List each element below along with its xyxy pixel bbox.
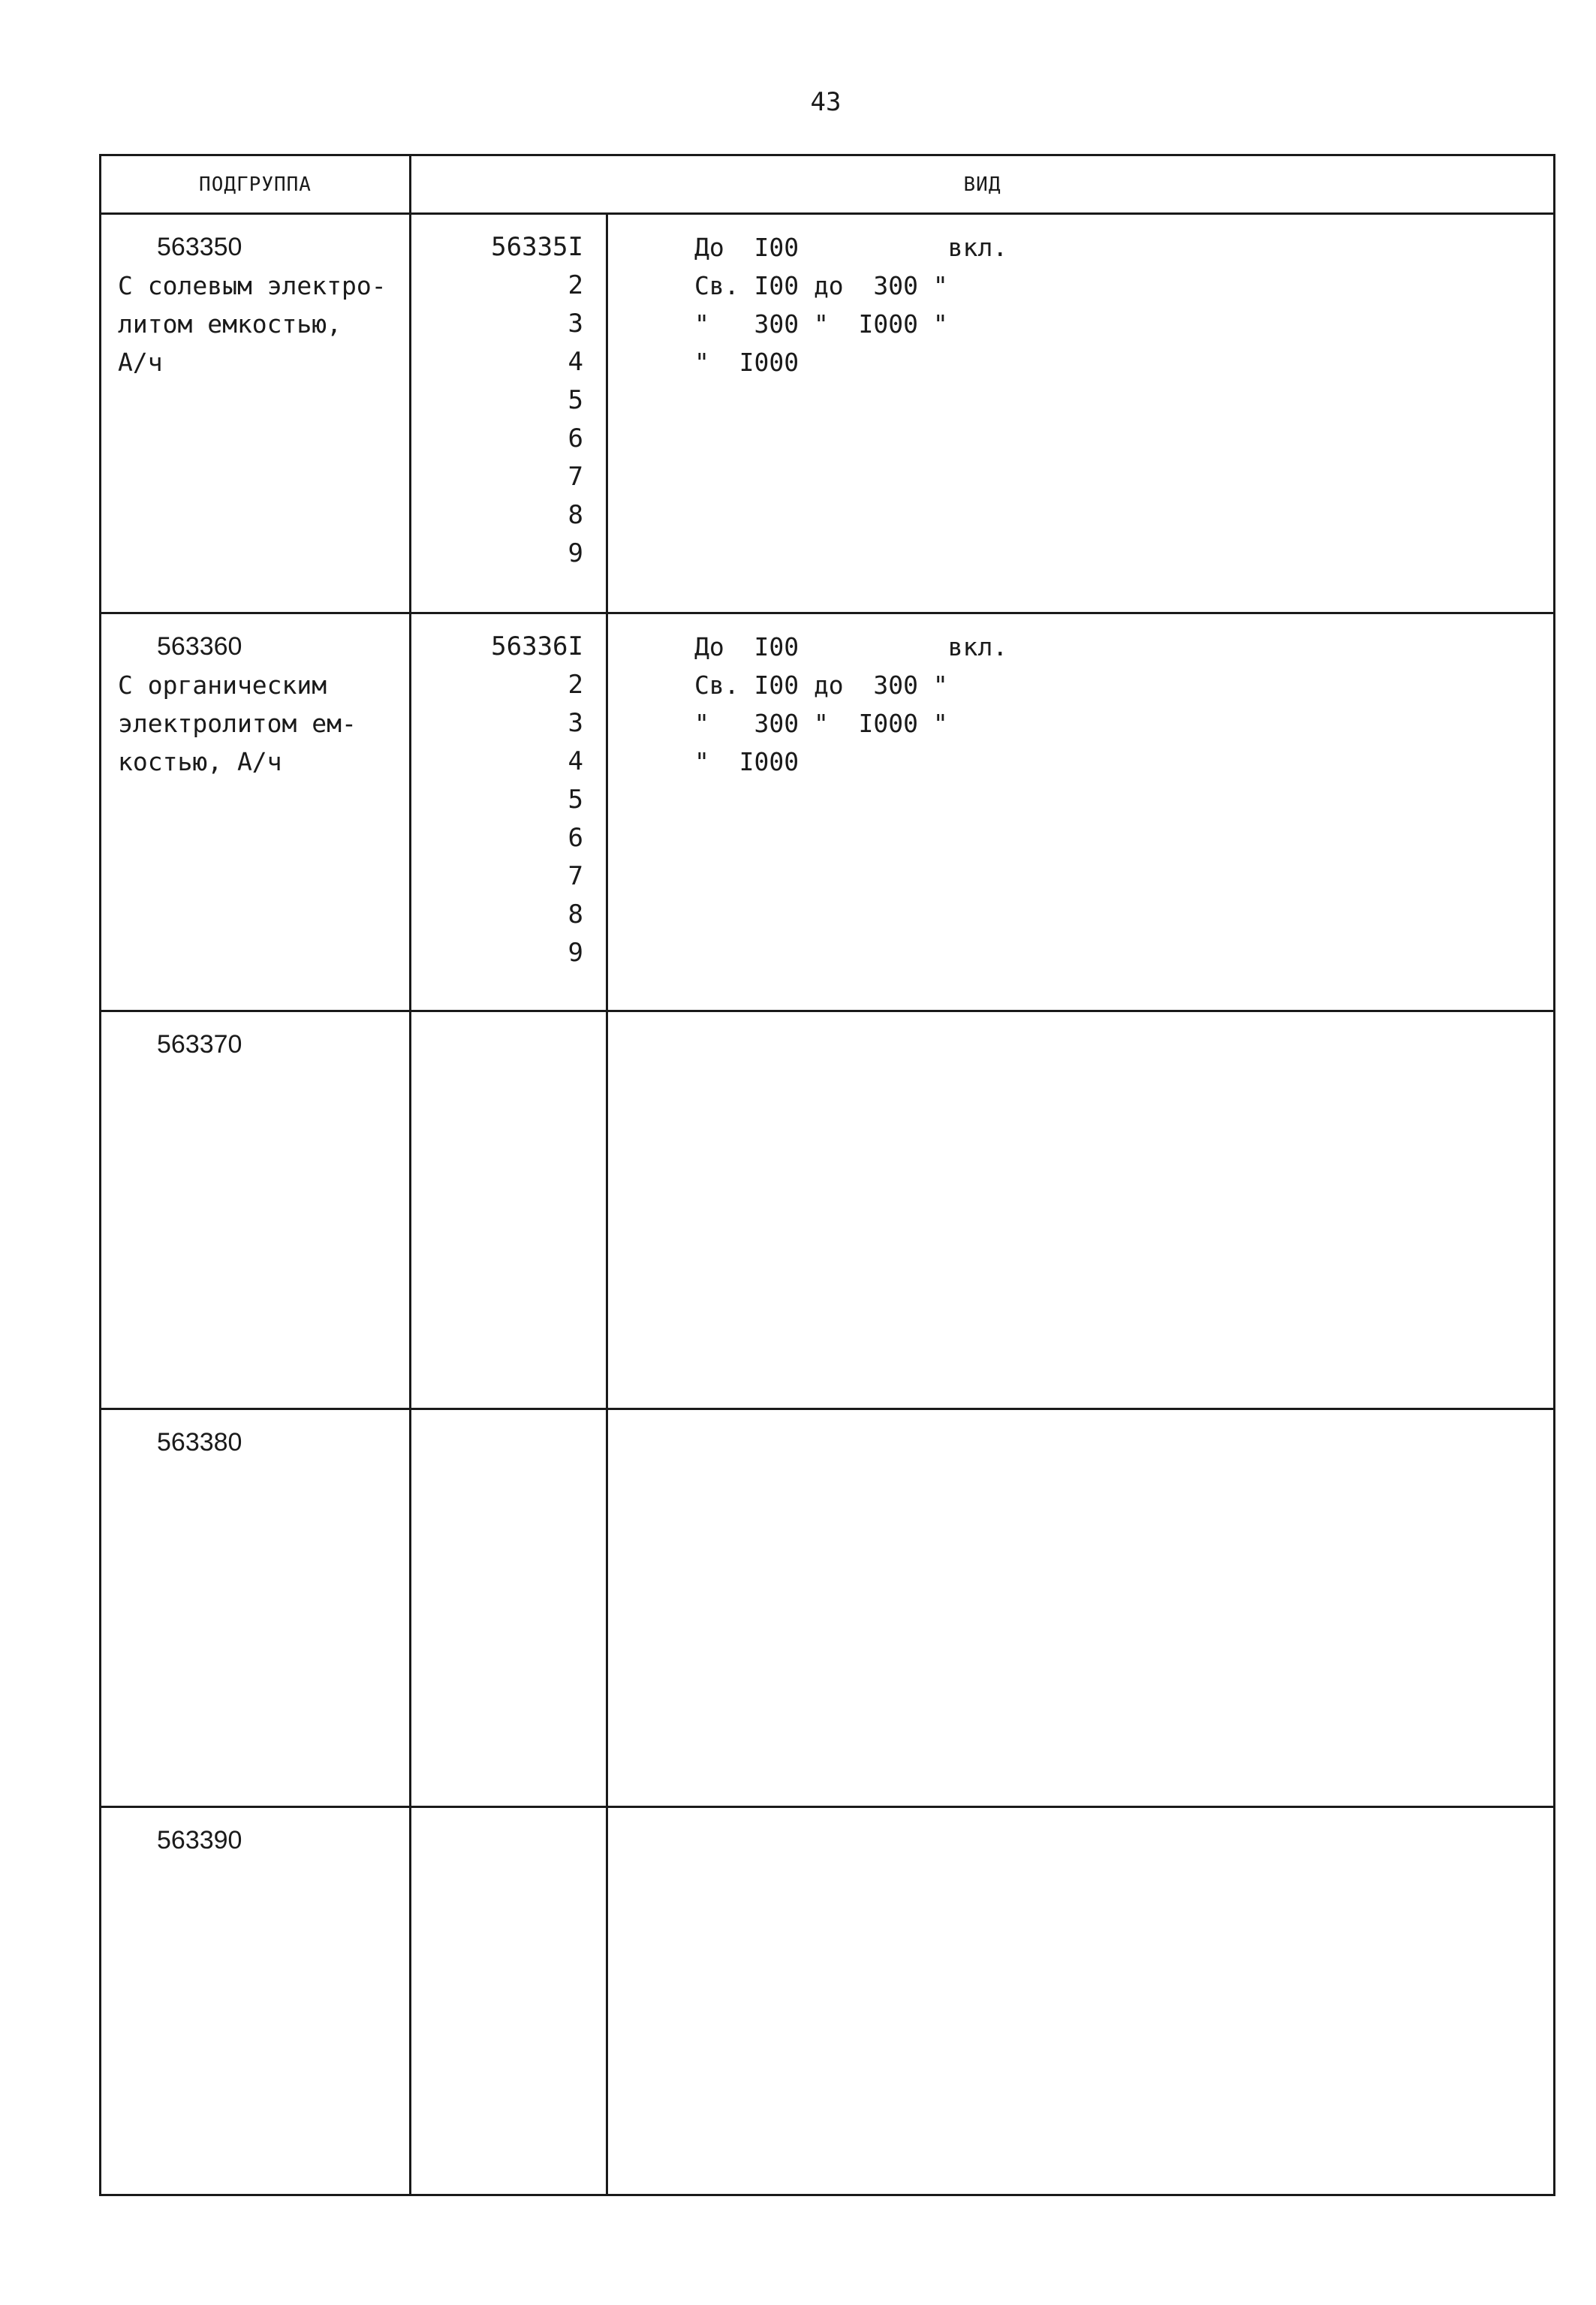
kind-range: " I000 <box>694 348 800 377</box>
kind-code: 4 <box>568 746 583 776</box>
subgroup-description: С органическим электролитом ем- костью, А/ч <box>118 670 357 776</box>
kind-code-cell <box>409 628 607 972</box>
kind-code: 9 <box>568 938 583 968</box>
table-row <box>101 1012 1553 1410</box>
subgroup-cell <box>118 1821 403 1860</box>
kind-range: " 300 " I000 " <box>694 709 948 738</box>
subgroup-cell <box>118 228 403 381</box>
subgroup-cell <box>118 628 403 781</box>
kind-code: 3 <box>568 708 583 738</box>
kind-description-cell <box>694 228 1007 381</box>
kind-code: 6 <box>568 823 583 853</box>
kind-code: 3 <box>568 309 583 339</box>
kind-code: 6 <box>568 423 583 453</box>
subgroup-cell <box>118 1424 403 1462</box>
kind-range: До I00 вкл. <box>694 233 1008 262</box>
subgroup-cell <box>118 1026 403 1064</box>
kind-code: 7 <box>568 861 583 891</box>
kind-code: 8 <box>568 899 583 930</box>
kind-code: 8 <box>568 500 583 530</box>
kind-code: 56336I <box>491 631 583 661</box>
kind-range: " 300 " I000 " <box>694 309 948 339</box>
page-number: 43 <box>810 87 842 117</box>
kind-description-cell <box>694 628 1007 781</box>
kind-code: 5 <box>568 785 583 815</box>
kind-range: Св. I00 до 300 " <box>694 670 948 700</box>
table-row <box>101 1410 1553 1808</box>
subgroup-code: 563380 <box>157 1428 242 1457</box>
subgroup-description: С солевым электро- литом емкостью, А/ч <box>118 271 387 377</box>
subgroup-code: 563390 <box>157 1826 242 1855</box>
classification-table <box>99 154 1555 2196</box>
table-row <box>101 215 1553 614</box>
header-kind: ВИД <box>409 156 1553 212</box>
kind-code: 2 <box>568 670 583 700</box>
kind-code: 2 <box>568 270 583 300</box>
table-row <box>101 1808 1553 2194</box>
kind-range: " I000 <box>694 747 800 776</box>
kind-code: 7 <box>568 462 583 492</box>
subgroup-code: 563370 <box>157 1030 242 1059</box>
kind-range: До I00 вкл. <box>694 632 1008 661</box>
kind-range: Св. I00 до 300 " <box>694 271 948 300</box>
kind-code: 9 <box>568 538 583 568</box>
subgroup-code: 563350 <box>157 233 242 261</box>
kind-code: 4 <box>568 347 583 377</box>
header-subgroup: ПОДГРУППА <box>199 173 312 196</box>
table-header <box>101 156 1553 215</box>
kind-code: 56335I <box>491 232 583 262</box>
table-row <box>101 614 1553 1012</box>
kind-code: 5 <box>568 385 583 415</box>
kind-code-cell <box>409 228 607 573</box>
subgroup-code: 563360 <box>157 632 242 661</box>
